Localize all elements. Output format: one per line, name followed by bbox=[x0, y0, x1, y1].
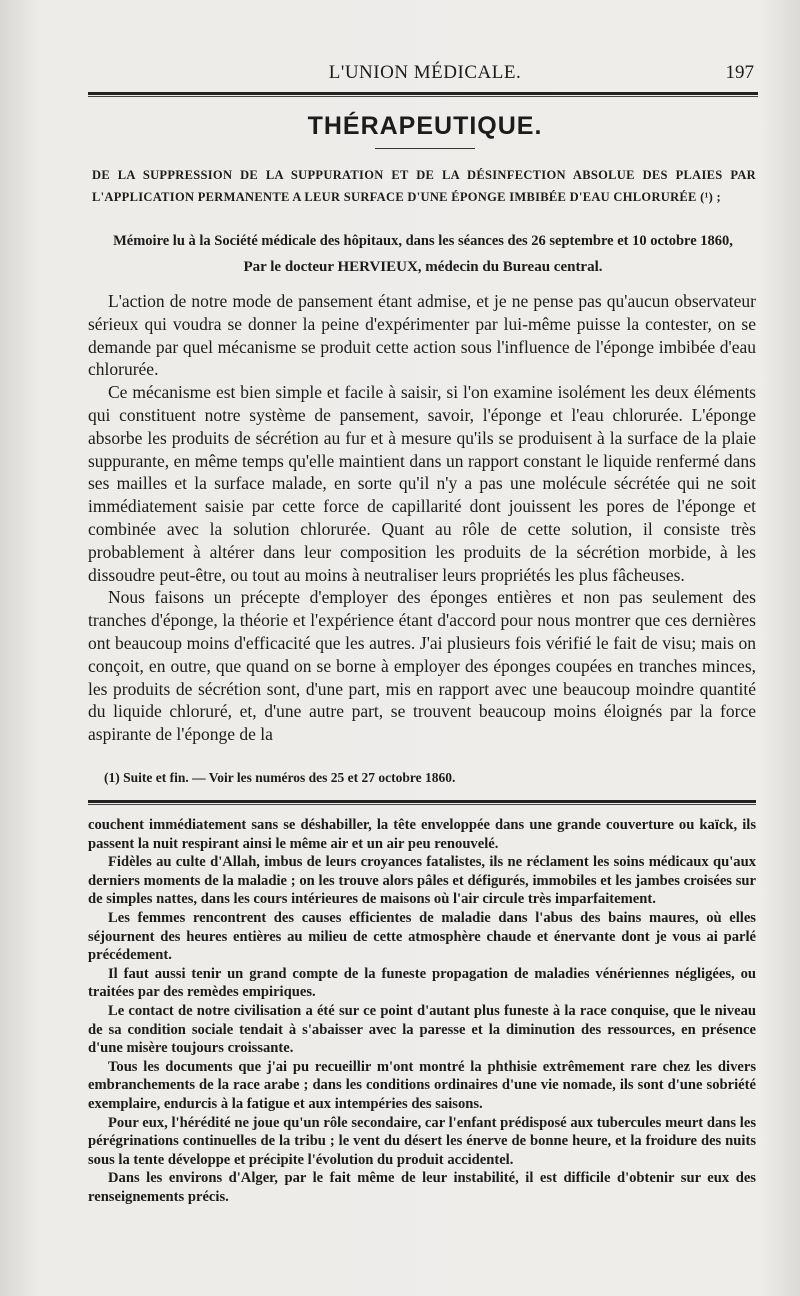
footnote: (1) Suite et fin. — Voir les numéros des 25 et 27 octobre 1860. bbox=[104, 770, 456, 785]
article-paragraph: L'action de notre mode de pansement étant admise, et je ne pense pas qu'aucun observateur sérieux qui voudra se donner la peine d'expérimenter par lui-même puisse la contester, on se demande par quel mécanisme se produit cette action sous l'influence de l'éponge imbibée d'eau chlorurée. bbox=[88, 291, 756, 380]
section-heading: THÉRAPEUTIQUE. bbox=[307, 112, 543, 140]
article-paragraph: Nous faisons un précepte d'employer des éponges entières et non pas seulement des tranches d'éponge, la théorie et l'expérience étant d'accord pour nous montrer que ces dernières ont beaucoup moins d'efficacité que les autres. J'ai plusieurs fois vérifié le fait de visu; mais on conçoit, en outre, que quand on se borne à employer des éponges coupées en tranches minces, les produits de sécrétion sont, d'une part, mis en rapport avec une beaucoup moindre quantité du liquide chloruré, et, d'une autre part, se trouvent beaucoup moins éloignés par la force aspirante de l'éponge de la bbox=[88, 587, 756, 745]
running-head bbox=[92, 60, 758, 88]
feuilleton-body bbox=[88, 816, 756, 1206]
header-rule bbox=[88, 92, 758, 97]
article-paragraph: Ce mécanisme est bien simple et facile à saisir, si l'on examine isolément les deux éléments qui constituent notre système de pansement, savoir, l'éponge et l'eau chlorurée. L'éponge absorbe les produits de sécrétion au fur et à mesure qu'ils se produisent à la surface de la plaie suppurante, en même temps qu'elle maintient dans un rapport constant le liquide renfermé dans ses mailles et la surface malade, en sorte qu'il n'y a pas une molécule sécrétée qui ne soit immédiatement saisie par cette force de capillarité dont jouissent les pores de l'éponge et combinée avec la solution chlorurée. Quant au rôle de cette solution, il consiste très probablement à altérer dans leur composition les produits de la sécrétion morbide, à les dissoudre peut-être, ou tout au moins à neutraliser leurs propriétés les plus fâcheuses. bbox=[88, 382, 756, 585]
feuilleton-paragraph: Fidèles au culte d'Allah, imbus de leurs croyances fatalistes, ils ne réclament les soins médicaux qu'aux derniers moments de la maladie ; on les trouve alors pâles et défigurés, immobiles et les jambes croisées sur de simples nattes, dans les cours intérieures de maisons où l'air circule très imparfaitement. bbox=[88, 854, 756, 908]
feuilleton-paragraph: Pour eux, l'hérédité ne joue qu'un rôle secondaire, car l'enfant prédisposé aux tubercules meurt dans les pérégrinations continuelles de la tribu ; le vent du désert les énerve de bonne heure, et la froidure des nuits sous la tente développe et précipite l'évolution du produit accidentel. bbox=[88, 1114, 756, 1168]
feuilleton-paragraph: Tous les documents que j'ai pu recueillir m'ont montré la phthisie extrêmement rare chez les divers embranchements de la race arabe ; dans les conditions ordinaires d'une vie nomade, ils sont d'une sobriété exemplaire, endurcis à la fatigue et aux intempéries des saisons. bbox=[88, 1058, 756, 1112]
feuilleton-paragraph: Dans les environs d'Alger, par le fait même de leur instabilité, il est difficile d'obtenir sur eux des renseignements précis. bbox=[88, 1170, 756, 1205]
memoir-note: Mémoire lu à la Société médicale des hôpitaux, dans les séances des 26 septembre et 10 octobre 1860, bbox=[113, 233, 733, 249]
article-title: DE LA SUPPRESSION DE LA SUPPURATION ET DE LA DÉSINFECTION ABSOLUE DES PLAIES PAR L'APPLICATION PERMANENTE A LEUR SURFACE D'UNE ÉPONGE IMBIBÉE D'EAU CHLORURÉE (¹) ; bbox=[92, 168, 756, 204]
feuilleton-paragraph: Le contact de notre civilisation a été sur ce point d'autant plus funeste à la race conquise, que le niveau de sa condition sociale tendait à s'abaisser avec la paresse et la diminution des ressources, en présence d'une misère toujours croissante. bbox=[88, 1002, 756, 1057]
page-number: 197 bbox=[725, 62, 754, 83]
section-rule bbox=[375, 148, 475, 149]
feuilleton-paragraph: Les femmes rencontrent des causes efficientes de maladie dans l'abus des bains maures, où elles séjournent des heures entières au milieu de cette atmosphère chaude et énervante dont je vous ai parlé précédement. bbox=[88, 909, 756, 964]
author-line: Par le docteur HERVIEUX, médecin du Bureau central. bbox=[243, 259, 603, 275]
feuilleton-rule bbox=[88, 800, 756, 805]
article-body bbox=[88, 290, 756, 746]
feuilleton-paragraph: Il faut aussi tenir un grand compte de la funeste propagation de maladies vénériennes négligées, ou traitées par des remèdes empiriques. bbox=[88, 965, 756, 1001]
running-title: L'UNION MÉDICALE. bbox=[328, 62, 522, 83]
feuilleton-paragraph: couchent immédiatement sans se déshabiller, la tête enveloppée dans une grande couverture ou kaïck, ils passent la nuit respirant ainsi le même air et un air peu renouvelé. bbox=[88, 817, 756, 852]
